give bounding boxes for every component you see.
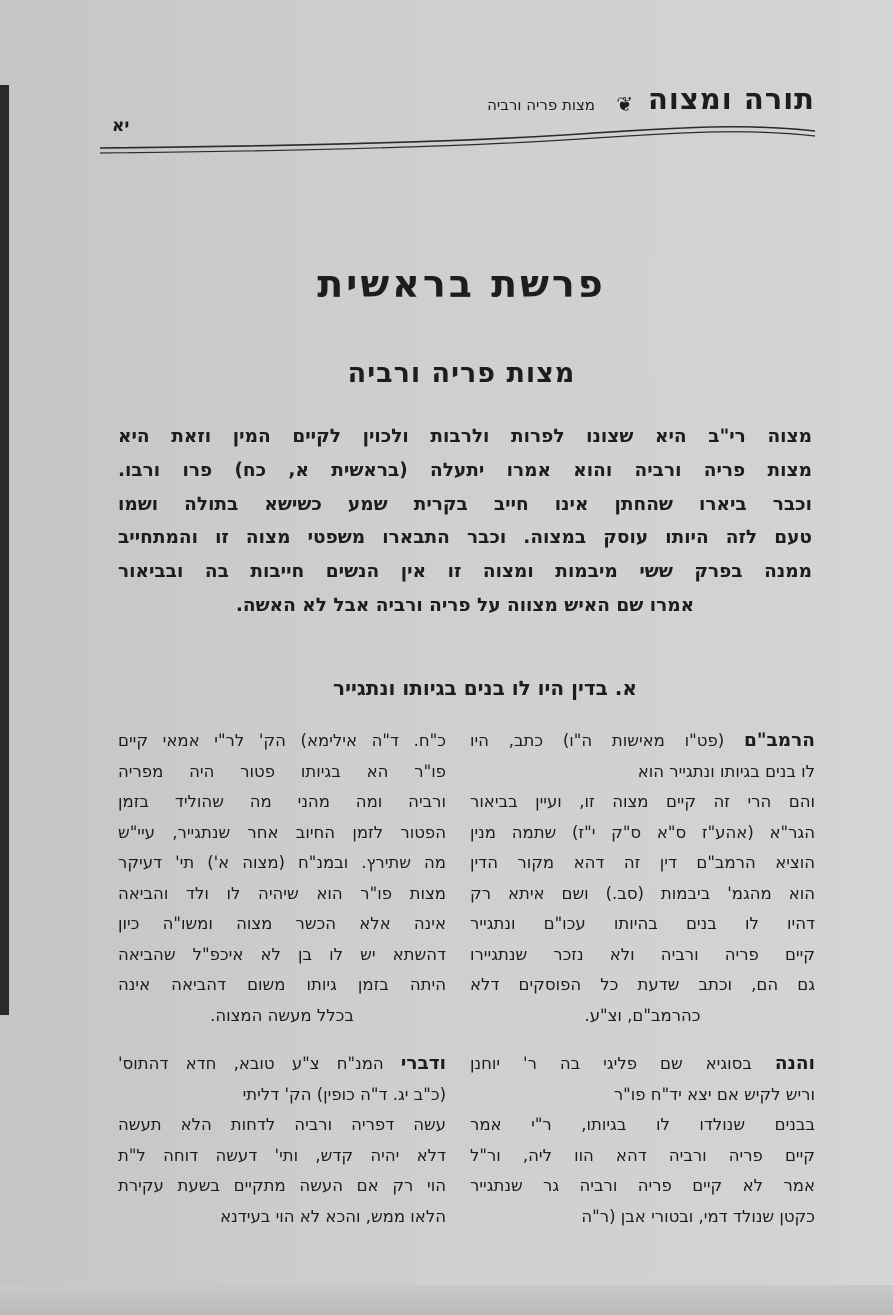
text-line (470, 757, 815, 788)
text-line (118, 726, 446, 757)
line-text: מה שתירץ. ובמנ"ח (מצוה א') תי' דעיקר (118, 853, 446, 872)
text-line (470, 1080, 815, 1111)
book-title: תורה ומצוה (648, 82, 815, 116)
line-text: המנ"ח צ"ע טובא, חדא דהתוס' (118, 1054, 401, 1073)
line-text: ורביה ומה מהני מה שהוליד בזמן (118, 792, 446, 811)
line-text: לו בנים בגיותו ונתגייר הוא (637, 761, 815, 781)
column-paragraph (470, 1049, 815, 1232)
text-line (118, 1171, 446, 1202)
paragraph-lead-word: ודברי (400, 1053, 446, 1074)
line-text: קיים פריה ורביה ולא נזכר שנתגיירו (470, 944, 815, 964)
column-paragraph (470, 726, 815, 1031)
text-line (118, 818, 446, 849)
text-line (118, 1080, 446, 1111)
text-line (118, 757, 446, 788)
line-text: דלא יהיה קדש, ותי' דעשה דוחה ל"ת (118, 1145, 446, 1165)
text-line (470, 1110, 815, 1141)
line-text: דהשתא יש לו בן לא איכפ"ל שהביאה (118, 944, 446, 964)
line-text: גם הם, וכתב שדעת כל הפוסקים דלא (470, 975, 815, 994)
line-text: הפטור לזמן החיוב אחר שנתגייר, עיי"ש (118, 822, 446, 842)
line-text: היתה בזמן גיותו משום דהביאה אינה (118, 975, 446, 994)
text-line (118, 787, 446, 818)
intro-line: אמרו שם האיש מצווה על פריה ורביה אבל לא האשה. (235, 594, 695, 616)
page-bottom-shadow (0, 1285, 893, 1315)
line-text: הוי רק אם העשה מתקיים בשעת עקירת (118, 1176, 446, 1195)
mitzva-title: מצות פריה ורביה (347, 358, 576, 389)
intro-line: מצוה רי"ב היא שצונו לפרות ולרבות ולכוין לקיים המין וזאת היא (118, 426, 812, 447)
line-text: דהיו לו בנים בהיותו עכו"ם ונתגייר (470, 914, 815, 933)
column-paragraph (118, 726, 446, 1031)
line-text: הוא מהגמ' ביבמות (סב.) ושם איתא רק (470, 883, 815, 903)
line-text: עשה דפריה ורביה לדחות הלא תעשה (118, 1115, 446, 1134)
running-section-name: מצות פריה ורביה (487, 96, 595, 114)
line-text: (פט"ו מאישות ה"ו) כתב, היו (470, 731, 744, 750)
text-line (118, 1202, 446, 1233)
line-text: פו"ר הא בגיותו פטור היה מפריה (118, 761, 446, 781)
intro-line: וכבר ביארו שהחתן אינו חייב בקרית שמע כשישא בתולה ושמו (118, 493, 812, 515)
paragraph-lead-word: והנה (774, 1053, 815, 1074)
text-line (470, 1049, 815, 1080)
text-line (470, 787, 815, 818)
text-line (118, 1049, 446, 1080)
text-line (470, 1141, 815, 1172)
line-text: כהרמב"ם, וצ"ע. (584, 1005, 701, 1025)
line-text: והם הרי זה קיים מצוה זו, ועיין בביאור (470, 792, 815, 811)
parsha-title: פרשת בראשית (317, 262, 606, 306)
line-text: וריש לקיש אם יצא יד"ח פו"ר (613, 1084, 815, 1104)
column-paragraph (118, 1049, 446, 1232)
line-text: בסוגיא שם פליגי בה ר' יוחנן (470, 1054, 775, 1073)
header-double-rule (100, 118, 820, 158)
text-line (470, 909, 815, 940)
text-line (470, 970, 815, 1001)
line-text: קיים פריה ורביה דהא הוו ליה, ור"ל (470, 1145, 815, 1165)
intro-line: טעם לזה היותו עוסק במצוה. וכבר התבארו משפטי מצוה זו והמתחייב (118, 527, 812, 549)
text-line (118, 1001, 446, 1032)
text-line (118, 848, 446, 879)
text-line (118, 940, 446, 971)
text-line (118, 1141, 446, 1172)
line-text: הגר"א (אהע"ז ס"א ס"ק י"ז) שתמה מנין (470, 822, 815, 842)
left-column (118, 726, 446, 1250)
text-line (118, 1110, 446, 1141)
intro-paragraph (118, 420, 812, 623)
text-line (470, 1171, 815, 1202)
intro-line: ממנה בפרק ששי מיבמות ומצוה זו אין הנשים חייבות בה ובביאור (118, 561, 812, 583)
line-text: אמר לא קיים פריה ורביה גר שנתגייר (470, 1176, 815, 1195)
page-number: יא (112, 116, 130, 136)
text-line (470, 726, 815, 757)
line-text: כקטן שנולד דמי, ובטורי אבן (ר"ה (581, 1206, 815, 1226)
book-spine-edge (0, 85, 9, 1015)
text-line (470, 1202, 815, 1233)
intro-line: מצות פריה ורביה והוא אמרו יתעלה (בראשית א, כח) פרו ורבו. (118, 459, 812, 481)
text-line (118, 879, 446, 910)
paragraph-lead-word: הרמב"ם (743, 730, 815, 751)
right-column (470, 726, 815, 1250)
line-text: אינה אלא הכשר מצוה ומשו"ה כיון (118, 914, 446, 933)
line-text: הוציא הרמב"ם דין זה דהא מקור הדין (470, 853, 815, 872)
text-line (470, 818, 815, 849)
text-line (470, 1001, 815, 1032)
line-text: מצות פו"ר הוא שיהיה לו ולד והביאה (118, 883, 446, 903)
line-text: בבנים שנולדו לו בגיותו, ר"י אמר (470, 1115, 815, 1134)
text-line (470, 940, 815, 971)
line-text: (כ"ב יג. ד"ה כופין) הק' דליתי (242, 1084, 446, 1104)
text-line (470, 848, 815, 879)
line-text: הלאו ממש, והכא לא הוי בעידנא (220, 1206, 446, 1226)
line-text: בכלל מעשה המצוה. (210, 1005, 354, 1025)
section-heading: א. בדין היו לו בנים בגיותו ונתגייר (333, 676, 637, 700)
fleuron-ornament-icon: ❦ (616, 92, 633, 116)
text-line (118, 909, 446, 940)
text-line (470, 879, 815, 910)
text-line (118, 970, 446, 1001)
line-text: כ"ח. ד"ה אילימא) הק' לר"י אמאי קיים (118, 731, 446, 750)
